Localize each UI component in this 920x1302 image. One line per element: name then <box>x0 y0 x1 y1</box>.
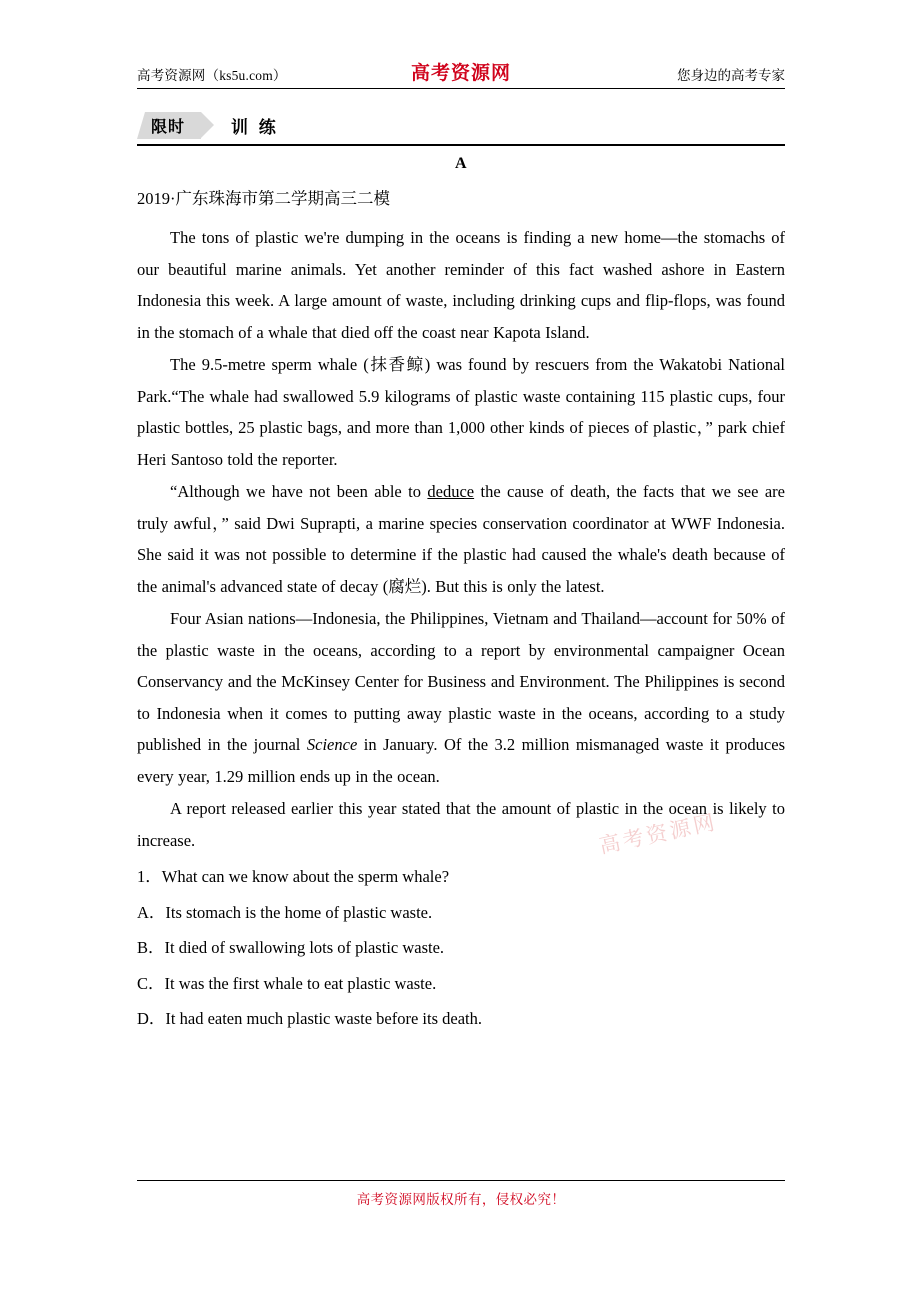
question-1-option-a[interactable]: A．Its stomach is the home of plastic waste. <box>137 902 433 922</box>
question-1-option-b[interactable]: B．It died of swallowing lots of plastic waste. <box>137 938 445 957</box>
banner-tag-label: 限时 <box>137 112 201 139</box>
header-brand-title: 高考资源网 <box>410 63 511 84</box>
question-1-option-c[interactable]: C．It was the first whale to eat plastic waste. <box>137 973 437 993</box>
footer-divider <box>137 1180 785 1181</box>
passage-paragraph-3: “Although we have not been able to deduce the cause of death, the facts that we see are truly awful，” said Dwi Suprapti, a marine species conservation coordinator at WWF Indonesia. She said it was not possible to determine if the plastic had caused the whale's death because of the animal's advanced state of decay (腐烂). But this is only the latest. <box>137 482 785 596</box>
question-1-option-d[interactable]: D．It had eaten much plastic waste before its death. <box>137 1009 483 1028</box>
passage-paragraph-2: The 9.5-metre sperm whale (抹香鲸) was found by rescuers from the Wakatobi National Park.“The whale had swallowed 5.9 kilograms of plastic waste containing 115 plastic cups, four plastic bottles, 25 plastic bags, and more than 1,000 other kinds of pieces of plastic，” park chief Heri Santoso told the reporter. <box>137 355 785 469</box>
passage-label: A <box>454 155 468 172</box>
passage-paragraph-1: The tons of plastic we're dumping in the oceans is finding a new home—the stomachs of our beautiful marine animals. Yet another reminder of this fact washed ashore in Eastern Indonesia this week. A large amount of waste, including drinking cups and flip-flops, was found in the stomach of a whale that died off the coast near Kapota Island. <box>137 228 785 342</box>
section-banner <box>137 112 785 146</box>
passage-paragraph-4: Four Asian nations—Indonesia, the Philippines, Vietnam and Thailand—account for 50% of the plastic waste in the oceans, according to a report by environmental campaigner Ocean Conservancy and the McKinsey Center for Business and Environment. The Philippines is second to Indonesia when it comes to putting away plastic waste in the oceans, according to a study published in the journal Science in January. Of the 3.2 million mismanaged waste it produces every year, 1.29 million ends up in the ocean. <box>137 609 786 786</box>
passage-content <box>137 155 785 1037</box>
banner-title: 训 练 <box>231 118 279 137</box>
passage-paragraph-5: A report released earlier this year stated that the amount of plastic in the ocean is likely to increase. <box>137 799 785 850</box>
passage-source: 2019·广东珠海市第二学期高三二模 <box>137 189 390 208</box>
body-watermark: 高考资源网 <box>597 810 720 859</box>
banner-underline <box>137 144 785 146</box>
header-divider <box>137 88 785 89</box>
footer-copyright: 高考资源网版权所有，侵权必究！ <box>356 1192 566 1207</box>
italic-journal-name: Science <box>306 735 358 754</box>
question-1-stem: 1．What can we know about the sperm whale? <box>137 867 450 886</box>
underlined-vocab: deduce <box>427 482 475 501</box>
banner-content <box>137 112 279 139</box>
page-header <box>137 58 785 90</box>
header-tagline: 您身边的高考专家 <box>677 68 785 83</box>
header-site-label: 高考资源网（ks5u.com） <box>137 68 287 83</box>
